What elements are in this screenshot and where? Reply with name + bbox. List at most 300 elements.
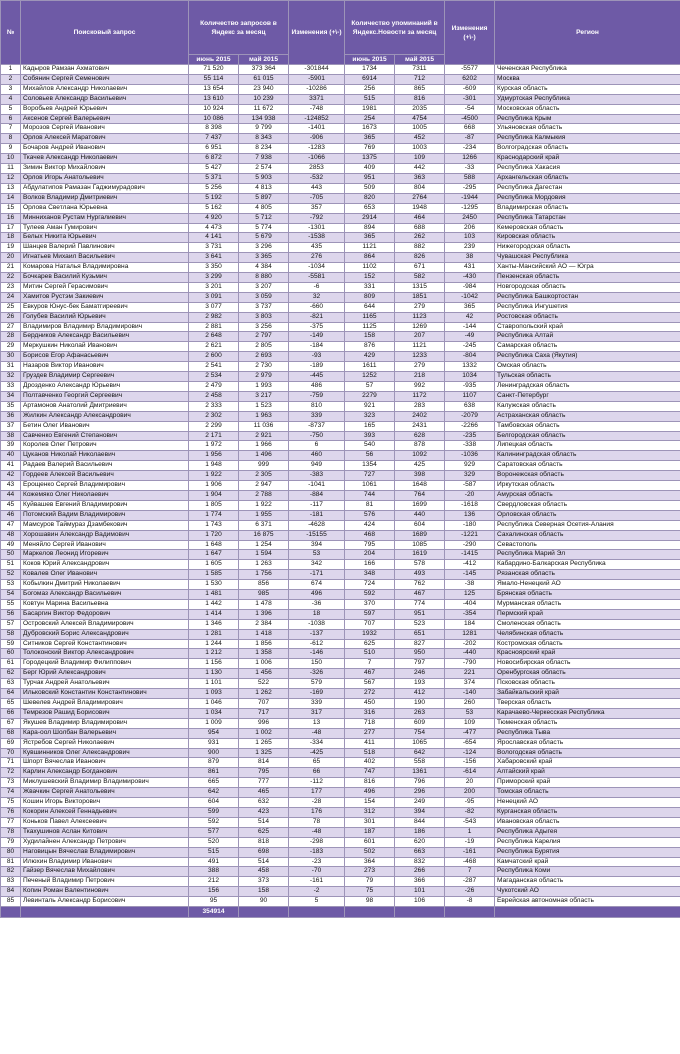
cell-may-requests: 514 bbox=[239, 857, 289, 867]
cell-query: Бочаров Андрей Иванович bbox=[21, 144, 189, 154]
cell-may-mentions: 366 bbox=[395, 877, 445, 887]
cell-may-mentions: 2431 bbox=[395, 421, 445, 431]
cell-may-requests: 2 797 bbox=[239, 332, 289, 342]
cell-may-mentions: 797 bbox=[395, 659, 445, 669]
cell-change-requests: -660 bbox=[289, 302, 345, 312]
cell-query: Орлов Игорь Анатольевич bbox=[21, 173, 189, 183]
cell-june-mentions: 158 bbox=[345, 332, 395, 342]
table-row bbox=[1, 451, 680, 461]
cell-region: Республика Саха (Якутия) bbox=[495, 352, 680, 362]
cell-change-mentions: -301 bbox=[445, 94, 495, 104]
cell-june-requests: 1 442 bbox=[189, 599, 239, 609]
cell-change-mentions: -1036 bbox=[445, 451, 495, 461]
cell-change-mentions: 329 bbox=[445, 471, 495, 481]
cell-may-requests: 818 bbox=[239, 837, 289, 847]
cell-region: Чукотский АО bbox=[495, 887, 680, 897]
cell-query: Груздев Владимир Сергеевич bbox=[21, 372, 189, 382]
cell-num: 6 bbox=[1, 114, 21, 124]
cell-may-requests: 1 993 bbox=[239, 382, 289, 392]
cell-june-requests: 1 346 bbox=[189, 619, 239, 629]
cell-num: 31 bbox=[1, 362, 21, 372]
cell-change-mentions: 200 bbox=[445, 788, 495, 798]
cell-may-mentions: 440 bbox=[395, 510, 445, 520]
cell-num: 2 bbox=[1, 74, 21, 84]
cell-may-mentions: 1085 bbox=[395, 540, 445, 550]
cell-query: Радаев Валерий Васильевич bbox=[21, 461, 189, 471]
header-change-2: Изменения (+\-) bbox=[445, 1, 495, 65]
cell-may-requests: 465 bbox=[239, 788, 289, 798]
cell-num: 26 bbox=[1, 312, 21, 322]
cell-may-mentions: 394 bbox=[395, 807, 445, 817]
cell-change-requests: -181 bbox=[289, 510, 345, 520]
cell-may-mentions: 190 bbox=[395, 699, 445, 709]
cell-june-requests: 3 731 bbox=[189, 243, 239, 253]
cell-may-requests: 5 712 bbox=[239, 213, 289, 223]
table-row bbox=[1, 500, 680, 510]
cell-num: 1 bbox=[1, 65, 21, 75]
cell-may-requests: 3 296 bbox=[239, 243, 289, 253]
cell-june-mentions: 894 bbox=[345, 223, 395, 233]
cell-may-requests: 11 036 bbox=[239, 421, 289, 431]
cell-may-mentions: 296 bbox=[395, 788, 445, 798]
cell-june-requests: 1 530 bbox=[189, 580, 239, 590]
cell-query: Назаров Виктор Иванович bbox=[21, 362, 189, 372]
cell-query: Карлин Александр Богданович bbox=[21, 768, 189, 778]
table-row bbox=[1, 768, 680, 778]
cell-june-requests: 2 479 bbox=[189, 382, 239, 392]
cell-query: Шанцев Валерий Павлинович bbox=[21, 243, 189, 253]
cell-change-mentions: 374 bbox=[445, 679, 495, 689]
cell-region: Московская область bbox=[495, 104, 680, 114]
cell-june-mentions: 429 bbox=[345, 352, 395, 362]
cell-num: 72 bbox=[1, 768, 21, 778]
cell-region: Забайкальский край bbox=[495, 689, 680, 699]
cell-may-requests: 8 234 bbox=[239, 144, 289, 154]
total-empty bbox=[495, 907, 680, 918]
cell-change-requests: -137 bbox=[289, 629, 345, 639]
cell-may-mentions: 1123 bbox=[395, 312, 445, 322]
cell-change-requests: 5 bbox=[289, 897, 345, 907]
cell-june-requests: 491 bbox=[189, 857, 239, 867]
cell-june-requests: 879 bbox=[189, 758, 239, 768]
cell-region: Республика Крым bbox=[495, 114, 680, 124]
cell-may-requests: 996 bbox=[239, 718, 289, 728]
cell-may-requests: 1 002 bbox=[239, 728, 289, 738]
cell-query: Бетин Олег Иванович bbox=[21, 421, 189, 431]
cell-change-requests: 53 bbox=[289, 550, 345, 560]
cell-query: Мамсуров Таймураз Дзамбекович bbox=[21, 520, 189, 530]
cell-june-requests: 3 201 bbox=[189, 282, 239, 292]
table-row bbox=[1, 520, 680, 530]
cell-may-mentions: 951 bbox=[395, 609, 445, 619]
cell-june-mentions: 364 bbox=[345, 857, 395, 867]
cell-june-mentions: 540 bbox=[345, 441, 395, 451]
cell-may-mentions: 493 bbox=[395, 570, 445, 580]
cell-june-requests: 1 956 bbox=[189, 451, 239, 461]
cell-region: Республика Бурятия bbox=[495, 847, 680, 857]
cell-change-mentions: 1332 bbox=[445, 362, 495, 372]
cell-num: 17 bbox=[1, 223, 21, 233]
cell-may-requests: 1 418 bbox=[239, 629, 289, 639]
cell-june-mentions: 1981 bbox=[345, 104, 395, 114]
cell-query: Островский Алексей Владимирович bbox=[21, 619, 189, 629]
cell-may-requests: 707 bbox=[239, 699, 289, 709]
cell-query: Худилайнен Александр Петрович bbox=[21, 837, 189, 847]
cell-june-mentions: 1061 bbox=[345, 481, 395, 491]
cell-change-mentions: 260 bbox=[445, 699, 495, 709]
cell-change-requests: 66 bbox=[289, 768, 345, 778]
cell-may-requests: 373 364 bbox=[239, 65, 289, 75]
table-row bbox=[1, 173, 680, 183]
cell-may-requests: 373 bbox=[239, 877, 289, 887]
cell-june-mentions: 273 bbox=[345, 867, 395, 877]
cell-region: Республика Северная Осетия-Алания bbox=[495, 520, 680, 530]
cell-june-requests: 2 982 bbox=[189, 312, 239, 322]
cell-may-requests: 1 478 bbox=[239, 599, 289, 609]
cell-query: Бочкарев Василий Кузьмич bbox=[21, 273, 189, 283]
cell-june-mentions: 820 bbox=[345, 193, 395, 203]
header-yandex-requests: Количество запросов в Яндекс за месяц bbox=[189, 1, 289, 55]
cell-june-requests: 1 156 bbox=[189, 659, 239, 669]
cell-may-mentions: 1689 bbox=[395, 530, 445, 540]
cell-may-requests: 23 940 bbox=[239, 84, 289, 94]
cell-may-requests: 5 774 bbox=[239, 223, 289, 233]
cell-june-mentions: 510 bbox=[345, 649, 395, 659]
cell-june-mentions: 2279 bbox=[345, 391, 395, 401]
table-row bbox=[1, 718, 680, 728]
table-row bbox=[1, 748, 680, 758]
cell-may-requests: 1 262 bbox=[239, 689, 289, 699]
cell-change-mentions: -440 bbox=[445, 649, 495, 659]
cell-may-mentions: 207 bbox=[395, 332, 445, 342]
total-empty bbox=[395, 907, 445, 918]
cell-june-requests: 10 086 bbox=[189, 114, 239, 124]
cell-change-requests: 443 bbox=[289, 183, 345, 193]
cell-june-mentions: 402 bbox=[345, 758, 395, 768]
cell-june-mentions: 769 bbox=[345, 144, 395, 154]
cell-change-requests: 13 bbox=[289, 718, 345, 728]
cell-region: Ульяновская область bbox=[495, 124, 680, 134]
cell-may-mentions: 796 bbox=[395, 778, 445, 788]
cell-may-requests: 1 523 bbox=[239, 401, 289, 411]
table-row bbox=[1, 94, 680, 104]
cell-may-requests: 3 365 bbox=[239, 253, 289, 263]
cell-may-mentions: 1003 bbox=[395, 144, 445, 154]
cell-change-mentions: -543 bbox=[445, 817, 495, 827]
cell-june-mentions: 727 bbox=[345, 471, 395, 481]
cell-change-mentions: -5577 bbox=[445, 65, 495, 75]
table-row bbox=[1, 253, 680, 263]
cell-june-requests: 1 648 bbox=[189, 540, 239, 550]
table-row bbox=[1, 332, 680, 342]
cell-june-mentions: 515 bbox=[345, 94, 395, 104]
cell-region: Саратовская область bbox=[495, 461, 680, 471]
table-row bbox=[1, 84, 680, 94]
cell-num: 55 bbox=[1, 599, 21, 609]
cell-change-mentions: -1944 bbox=[445, 193, 495, 203]
cell-num: 3 bbox=[1, 84, 21, 94]
cell-region: Ставропольский край bbox=[495, 322, 680, 332]
cell-may-mentions: 262 bbox=[395, 233, 445, 243]
cell-june-requests: 71 520 bbox=[189, 65, 239, 75]
cell-region: Иркутская область bbox=[495, 481, 680, 491]
cell-query: Артамонов Анатолий Дмитриевич bbox=[21, 401, 189, 411]
cell-change-requests: 339 bbox=[289, 699, 345, 709]
cell-region: Камчатский край bbox=[495, 857, 680, 867]
cell-june-mentions: 272 bbox=[345, 689, 395, 699]
cell-june-mentions: 370 bbox=[345, 599, 395, 609]
cell-change-requests: 6 bbox=[289, 441, 345, 451]
cell-region: Республика Коми bbox=[495, 867, 680, 877]
cell-query: Королев Олег Петрович bbox=[21, 441, 189, 451]
cell-may-requests: 2 788 bbox=[239, 490, 289, 500]
cell-may-mentions: 582 bbox=[395, 273, 445, 283]
cell-change-requests: -8737 bbox=[289, 421, 345, 431]
cell-change-requests: -326 bbox=[289, 669, 345, 679]
cell-query: Евкуров Юнус-бек Баматгиреевич bbox=[21, 302, 189, 312]
cell-query: Михайлов Александр Николаевич bbox=[21, 84, 189, 94]
cell-num: 59 bbox=[1, 639, 21, 649]
cell-num: 71 bbox=[1, 758, 21, 768]
header-june-2: июнь 2015 bbox=[345, 55, 395, 65]
cell-change-mentions: -235 bbox=[445, 431, 495, 441]
cell-num: 34 bbox=[1, 391, 21, 401]
cell-query: Ковтун Марина Васильевна bbox=[21, 599, 189, 609]
cell-may-requests: 3 256 bbox=[239, 322, 289, 332]
table-row bbox=[1, 154, 680, 164]
cell-region: Еврейская автономная область bbox=[495, 897, 680, 907]
cell-change-mentions: 184 bbox=[445, 619, 495, 629]
cell-june-requests: 5 256 bbox=[189, 183, 239, 193]
cell-query: Орлов Алексей Маратович bbox=[21, 134, 189, 144]
cell-june-mentions: 424 bbox=[345, 520, 395, 530]
cell-change-requests: 3371 bbox=[289, 94, 345, 104]
cell-num: 48 bbox=[1, 530, 21, 540]
cell-query: Коков Юрий Александрович bbox=[21, 560, 189, 570]
cell-num: 74 bbox=[1, 788, 21, 798]
cell-num: 84 bbox=[1, 887, 21, 897]
cell-region: Алтайский край bbox=[495, 768, 680, 778]
cell-query: Собянин Сергей Семенович bbox=[21, 74, 189, 84]
cell-region: Хабаровский край bbox=[495, 758, 680, 768]
cell-query: Меркушкин Николай Иванович bbox=[21, 342, 189, 352]
cell-num: 80 bbox=[1, 847, 21, 857]
cell-change-mentions: -804 bbox=[445, 352, 495, 362]
cell-may-mentions: 7311 bbox=[395, 65, 445, 75]
cell-region: Оренбургская область bbox=[495, 669, 680, 679]
cell-june-requests: 1 720 bbox=[189, 530, 239, 540]
cell-num: 83 bbox=[1, 877, 21, 887]
cell-june-requests: 4 141 bbox=[189, 233, 239, 243]
table-row bbox=[1, 164, 680, 174]
cell-june-requests: 954 bbox=[189, 728, 239, 738]
table-row bbox=[1, 411, 680, 421]
cell-region: Республика Алтай bbox=[495, 332, 680, 342]
cell-region: Тульская область bbox=[495, 372, 680, 382]
table-row bbox=[1, 233, 680, 243]
table-row bbox=[1, 817, 680, 827]
cell-june-requests: 8 398 bbox=[189, 124, 239, 134]
cell-change-mentions: -20 bbox=[445, 490, 495, 500]
cell-change-mentions: -1295 bbox=[445, 203, 495, 213]
cell-change-requests: 486 bbox=[289, 382, 345, 392]
cell-num: 11 bbox=[1, 164, 21, 174]
cell-query: Кошин Игорь Викторович bbox=[21, 798, 189, 808]
cell-change-requests: 460 bbox=[289, 451, 345, 461]
cell-may-requests: 6 371 bbox=[239, 520, 289, 530]
cell-may-requests: 1 922 bbox=[239, 500, 289, 510]
cell-query: Богомаз Александр Васильевич bbox=[21, 590, 189, 600]
cell-may-requests: 134 938 bbox=[239, 114, 289, 124]
cell-may-mentions: 878 bbox=[395, 441, 445, 451]
cell-june-mentions: 518 bbox=[345, 748, 395, 758]
cell-may-requests: 5 679 bbox=[239, 233, 289, 243]
cell-query: Зимин Виктор Михайлович bbox=[21, 164, 189, 174]
cell-june-requests: 931 bbox=[189, 738, 239, 748]
table-row bbox=[1, 312, 680, 322]
cell-num: 14 bbox=[1, 193, 21, 203]
cell-num: 8 bbox=[1, 134, 21, 144]
table-row bbox=[1, 401, 680, 411]
cell-query: Басаргин Виктор Федорович bbox=[21, 609, 189, 619]
cell-may-mentions: 279 bbox=[395, 302, 445, 312]
cell-may-mentions: 4754 bbox=[395, 114, 445, 124]
cell-change-mentions: -468 bbox=[445, 857, 495, 867]
cell-num: 62 bbox=[1, 669, 21, 679]
cell-region: Калужская область bbox=[495, 401, 680, 411]
cell-may-mentions: 106 bbox=[395, 897, 445, 907]
cell-june-mentions: 467 bbox=[345, 669, 395, 679]
cell-june-mentions: 152 bbox=[345, 273, 395, 283]
cell-may-requests: 2 693 bbox=[239, 352, 289, 362]
cell-change-mentions: 6202 bbox=[445, 74, 495, 84]
cell-may-mentions: 101 bbox=[395, 887, 445, 897]
cell-change-requests: 176 bbox=[289, 807, 345, 817]
cell-region: Сахалинская область bbox=[495, 530, 680, 540]
cell-query: Толоконский Виктор Александрович bbox=[21, 649, 189, 659]
cell-query: Кокорин Алексей Геннадьевич bbox=[21, 807, 189, 817]
cell-query: Ткахушинов Аслан Китович bbox=[21, 827, 189, 837]
cell-region: Волгоградская область bbox=[495, 144, 680, 154]
cell-region: Республика Башкортостан bbox=[495, 292, 680, 302]
cell-may-requests: 1 955 bbox=[239, 510, 289, 520]
cell-may-requests: 777 bbox=[239, 778, 289, 788]
cell-may-mentions: 398 bbox=[395, 471, 445, 481]
cell-change-requests: -169 bbox=[289, 689, 345, 699]
cell-query: Бердников Александр Васильевич bbox=[21, 332, 189, 342]
cell-change-mentions: -87 bbox=[445, 134, 495, 144]
table-row bbox=[1, 887, 680, 897]
table-row bbox=[1, 144, 680, 154]
cell-june-requests: 1 281 bbox=[189, 629, 239, 639]
table-row bbox=[1, 679, 680, 689]
cell-query: Тулеев Аман Гумирович bbox=[21, 223, 189, 233]
cell-query: Печеный Владимир Петрович bbox=[21, 877, 189, 887]
cell-region: Новосибирская область bbox=[495, 659, 680, 669]
cell-num: 19 bbox=[1, 243, 21, 253]
cell-num: 56 bbox=[1, 609, 21, 619]
cell-may-mentions: 762 bbox=[395, 580, 445, 590]
cell-may-requests: 2 384 bbox=[239, 619, 289, 629]
cell-may-requests: 10 239 bbox=[239, 94, 289, 104]
cell-may-requests: 458 bbox=[239, 867, 289, 877]
cell-change-requests: -23 bbox=[289, 857, 345, 867]
cell-num: 18 bbox=[1, 233, 21, 243]
cell-change-mentions: 1266 bbox=[445, 154, 495, 164]
cell-region: Орловская область bbox=[495, 510, 680, 520]
cell-june-requests: 6 951 bbox=[189, 144, 239, 154]
cell-june-requests: 604 bbox=[189, 798, 239, 808]
table-row bbox=[1, 65, 680, 75]
cell-num: 24 bbox=[1, 292, 21, 302]
cell-num: 33 bbox=[1, 382, 21, 392]
cell-query: Морозов Сергей Иванович bbox=[21, 124, 189, 134]
cell-region: Чеченская Республика bbox=[495, 65, 680, 75]
cell-region: Архангельская область bbox=[495, 173, 680, 183]
table-row bbox=[1, 599, 680, 609]
cell-may-mentions: 452 bbox=[395, 134, 445, 144]
cell-region: Ярославская область bbox=[495, 738, 680, 748]
cell-query: Цуканов Николай Николаевич bbox=[21, 451, 189, 461]
cell-may-mentions: 774 bbox=[395, 599, 445, 609]
cell-june-mentions: 75 bbox=[345, 887, 395, 897]
cell-change-requests: -612 bbox=[289, 639, 345, 649]
cell-june-requests: 577 bbox=[189, 827, 239, 837]
cell-may-requests: 985 bbox=[239, 590, 289, 600]
cell-june-mentions: 718 bbox=[345, 718, 395, 728]
cell-june-requests: 1 009 bbox=[189, 718, 239, 728]
cell-num: 73 bbox=[1, 778, 21, 788]
cell-query: Ткачев Александр Николаевич bbox=[21, 154, 189, 164]
cell-change-requests: -112 bbox=[289, 778, 345, 788]
cell-change-mentions: 239 bbox=[445, 243, 495, 253]
cell-num: 68 bbox=[1, 728, 21, 738]
cell-june-mentions: 331 bbox=[345, 282, 395, 292]
cell-may-requests: 5 897 bbox=[239, 193, 289, 203]
cell-may-mentions: 1233 bbox=[395, 352, 445, 362]
cell-num: 44 bbox=[1, 490, 21, 500]
cell-june-requests: 388 bbox=[189, 867, 239, 877]
cell-region: Кемеровская область bbox=[495, 223, 680, 233]
cell-may-requests: 7 938 bbox=[239, 154, 289, 164]
cell-change-requests: -425 bbox=[289, 748, 345, 758]
cell-change-requests: -15155 bbox=[289, 530, 345, 540]
cell-region: Республика Калмыкия bbox=[495, 134, 680, 144]
cell-may-mentions: 279 bbox=[395, 362, 445, 372]
cell-query: Темрезов Рашид Борисович bbox=[21, 708, 189, 718]
cell-num: 70 bbox=[1, 748, 21, 758]
table-body bbox=[1, 65, 680, 907]
table-row bbox=[1, 540, 680, 550]
cell-change-requests: -189 bbox=[289, 362, 345, 372]
cell-may-mentions: 1121 bbox=[395, 342, 445, 352]
cell-change-requests: -5581 bbox=[289, 273, 345, 283]
cell-may-mentions: 1948 bbox=[395, 203, 445, 213]
cell-query: Аксенов Сергей Валерьевич bbox=[21, 114, 189, 124]
cell-query: Ильковский Константин Константинович bbox=[21, 689, 189, 699]
cell-num: 22 bbox=[1, 273, 21, 283]
cell-may-requests: 90 bbox=[239, 897, 289, 907]
cell-may-mentions: 651 bbox=[395, 629, 445, 639]
cell-june-requests: 5 162 bbox=[189, 203, 239, 213]
cell-june-mentions: 1102 bbox=[345, 263, 395, 273]
cell-may-requests: 2 574 bbox=[239, 164, 289, 174]
cell-may-mentions: 363 bbox=[395, 173, 445, 183]
cell-june-mentions: 2914 bbox=[345, 213, 395, 223]
cell-change-mentions: 20 bbox=[445, 778, 495, 788]
cell-change-mentions: -654 bbox=[445, 738, 495, 748]
cell-june-requests: 13 610 bbox=[189, 94, 239, 104]
